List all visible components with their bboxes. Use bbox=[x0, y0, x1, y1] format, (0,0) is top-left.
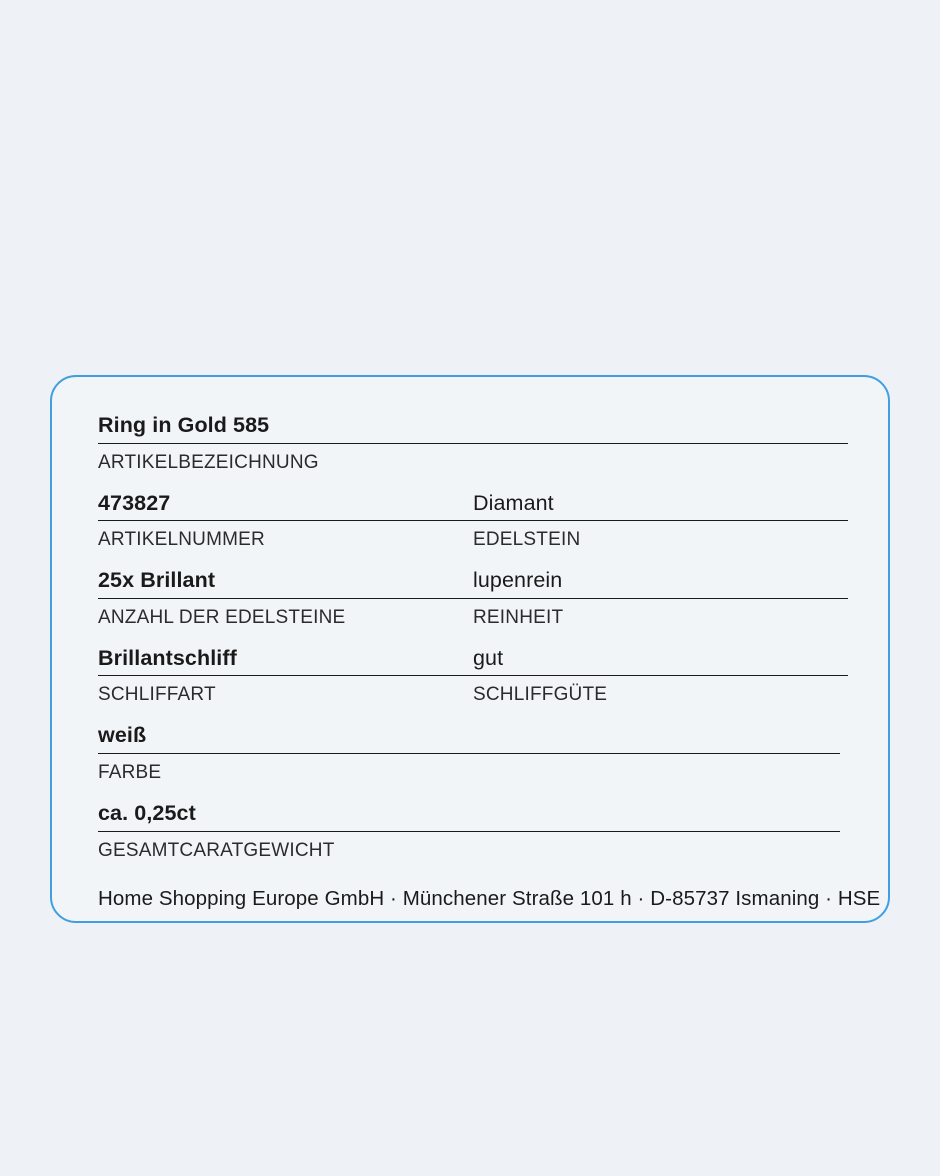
divider bbox=[98, 831, 840, 832]
gemstone-label: EDELSTEIN bbox=[473, 529, 581, 551]
row-color bbox=[98, 723, 848, 784]
gem-count-value: 25x Brillant bbox=[98, 568, 216, 593]
cut-grade-label: SCHLIFFGÜTE bbox=[473, 684, 608, 706]
row-article-number-gemstone bbox=[98, 491, 848, 552]
article-number-label: ARTIKELNUMMER bbox=[98, 529, 265, 551]
cut-type-value: Brillantschliff bbox=[98, 645, 237, 670]
divider bbox=[98, 443, 848, 444]
row-article-name bbox=[98, 413, 848, 474]
total-carat-label: GESAMTCARATGEWICHT bbox=[98, 839, 335, 861]
divider bbox=[98, 675, 848, 676]
cut-type-label: SCHLIFFART bbox=[98, 684, 216, 706]
color-label: FARBE bbox=[98, 761, 162, 783]
company-footer: Home Shopping Europe GmbH · Münchener Straße 101 h · D-85737 Ismaning · HSE bbox=[98, 887, 881, 911]
row-cut-cutgrade bbox=[98, 646, 848, 707]
product-info-card bbox=[50, 375, 890, 923]
clarity-label: REINHEIT bbox=[473, 606, 564, 628]
gem-count-label: ANZAHL DER EDELSTEINE bbox=[98, 606, 346, 628]
card-content bbox=[98, 413, 881, 912]
article-name-label: ARTIKELBEZEICHNUNG bbox=[98, 451, 319, 473]
row-total-carat-weight bbox=[98, 801, 848, 862]
article-number-value: 473827 bbox=[98, 490, 171, 515]
row-gem-count-clarity bbox=[98, 568, 848, 629]
divider bbox=[98, 598, 848, 599]
article-name-value: Ring in Gold 585 bbox=[98, 413, 270, 437]
color-value: weiß bbox=[98, 723, 147, 748]
divider bbox=[98, 520, 848, 521]
cut-grade-value: gut bbox=[473, 645, 504, 670]
clarity-value: lupenrein bbox=[473, 568, 563, 593]
divider bbox=[98, 753, 840, 754]
gemstone-value: Diamant bbox=[473, 490, 554, 515]
total-carat-value: ca. 0,25ct bbox=[98, 800, 196, 825]
